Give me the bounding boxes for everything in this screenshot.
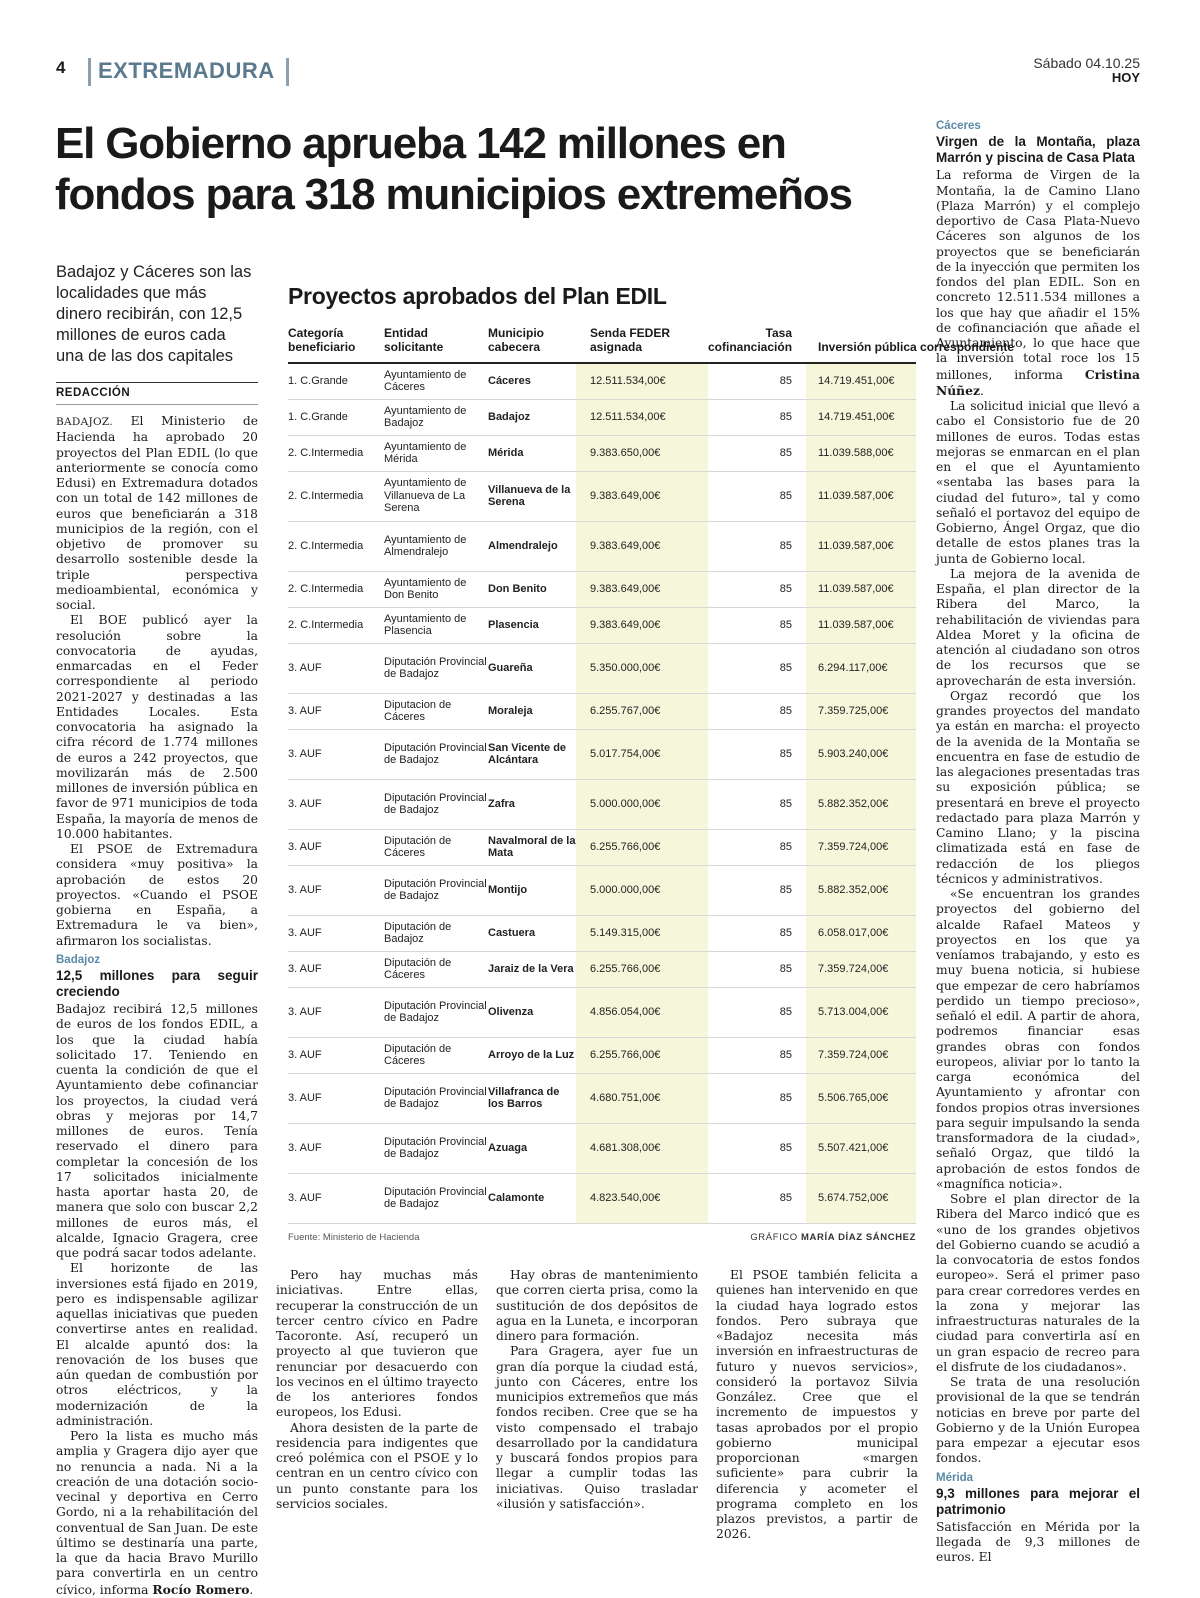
table-row: [288, 829, 916, 865]
feder-amount-cell: 6.255.766,00€: [576, 951, 708, 987]
municipality-cell: Montijo: [488, 865, 576, 915]
entity-cell: Diputación Provincial de Badajoz: [384, 1123, 488, 1173]
table-row: [288, 471, 916, 521]
punctuation: .: [249, 1582, 254, 1597]
column-header: Tasa cofinanciación: [708, 326, 793, 354]
feder-amount-cell: 5.017.754,00€: [576, 729, 708, 779]
municipality-cell: Badajoz: [488, 399, 576, 435]
public-investment-cell: 14.719.451,00€: [806, 363, 916, 399]
entity-cell: Ayuntamiento de Cáceres: [384, 363, 488, 399]
section-title: EXTREMADURA: [98, 58, 275, 83]
punctuation: .: [979, 383, 984, 398]
subheading: 9,3 millones para mejorar el patrimonio: [936, 1485, 1140, 1517]
table-row: [288, 363, 916, 399]
entity-cell: Ayuntamiento de Don Benito: [384, 571, 488, 607]
category-cell: 3. AUF: [288, 1037, 384, 1073]
paragraph: El PSOE también felicita a quienes han intervenido en que la ciudad haya logrado estos fondos. Pero subraya que «Badajoz necesita más inversión en infraestructuras de futuro y nuevos servicios», consideró la portavoz Silvia González. Cree que el incremento de impuestos y tasas aprobados por el propio gobierno municipal proporcionan «margen suficiente» para cubrir la diferencia y acometer el programa completo en los plazos previstos, a partir de 2026.: [716, 1268, 918, 1542]
article-column-right: [936, 119, 1140, 1566]
category-cell: 1. C.Grande: [288, 399, 384, 435]
entity-cell: Diputación Provincial de Badajoz: [384, 987, 488, 1037]
cofinancing-rate-cell: 85: [708, 1123, 806, 1173]
cofinancing-rate-cell: 85: [708, 693, 806, 729]
cofinancing-rate-cell: 85: [708, 471, 806, 521]
cofinancing-rate-cell: 85: [708, 1073, 806, 1123]
feder-amount-cell: 5.000.000,00€: [576, 779, 708, 829]
entity-cell: Ayuntamiento de Mérida: [384, 435, 488, 471]
paragraph: La solicitud inicial que llevó a cabo el Consistorio fue de 20 millones de euros. Todas estas mejoras se enmarcan en el plan en el que el Ayuntamiento «sentaba las bases para la ciudad del futuro», tal y como señaló el portavoz del equipo de Gobierno, Ángel Orgaz, que dio detalle de estos planes tras la junta de Gobierno local.: [936, 399, 1140, 566]
cofinancing-rate-cell: 85: [708, 1037, 806, 1073]
category-cell: 3. AUF: [288, 1173, 384, 1223]
paragraph: Pero la lista es mucho más amplia y Gragera dijo ayer que no renuncia a nada. Ni a la creación de una dotación socio-vecinal y deportiva en Cerro Gordo, ni a la rehabilitación del conventual de San Juan. De este último se destinaría una parte, la que da hacia Bravo Murillo para convertirla en un centro cívico, informa: [56, 1429, 258, 1597]
article-column-3: [496, 1268, 698, 1512]
public-investment-cell: 11.039.587,00€: [806, 471, 916, 521]
entity-cell: Ayuntamiento de Badajoz: [384, 399, 488, 435]
feder-amount-cell: 5.350.000,00€: [576, 643, 708, 693]
municipality-cell: Arroyo de la Luz: [488, 1037, 576, 1073]
category-cell: 2. C.Intermedia: [288, 471, 384, 521]
entity-cell: Diputacion de Cáceres: [384, 693, 488, 729]
table-row: [288, 987, 916, 1037]
kicker: Badajoz: [56, 953, 101, 966]
cofinancing-rate-cell: 85: [708, 865, 806, 915]
public-investment-cell: 11.039.587,00€: [806, 607, 916, 643]
municipality-cell: Zafra: [488, 779, 576, 829]
cofinancing-rate-cell: 85: [708, 987, 806, 1037]
divider: [56, 382, 258, 383]
kicker: Mérida: [936, 1471, 974, 1484]
table-row: [288, 435, 916, 471]
feder-amount-cell: 12.511.534,00€: [576, 399, 708, 435]
public-investment-cell: 5.882.352,00€: [806, 779, 916, 829]
municipality-cell: Moraleja: [488, 693, 576, 729]
feder-amount-cell: 6.255.767,00€: [576, 693, 708, 729]
municipality-cell: Jaraiz de la Vera: [488, 951, 576, 987]
table-row: [288, 607, 916, 643]
byline: REDACCIÓN: [56, 387, 131, 399]
category-cell: 2. C.Intermedia: [288, 435, 384, 471]
paragraph: «Se encuentran los grandes proyectos del gobierno del alcalde Rafael Mateos y proyectos en los que ya veníamos trabajando, y esto es muy buena noticia, si hubiese que empezar de cero habríamos perdido un tiempo precioso», señaló el edil. A partir de ahora, podremos financiar esas grandes obras con fondos europeos, aliviar por lo tanto la carga económica del Ayuntamiento y afrontar con fondos propios otras inversiones para seguir impulsando la senda transformadora de la ciudad», señaló Orgaz, que tildó la aprobación de estos fondos de «magnífica noticia».: [936, 887, 1140, 1191]
cofinancing-rate-cell: 85: [708, 521, 806, 571]
table-row: [288, 521, 916, 571]
paragraph: Badajoz recibirá 12,5 millones de euros de los fondos EDIL, a los que la ciudad había solicitado 17. Teniendo en cuenta la condición de que el Ayuntamiento debe cofinanciar los proyectos, la ciudad verá obras y mejoras por 14,7 millones de euros. Tenía reservado el dinero para completar la concesión de los 17 solicitados inicialmente hasta aportar hasta 20, de manera que solo con buscar 2,2 millones de euros más, el alcalde, Ignacio Gragera, cree que podrá sacar todos adelante.: [56, 1002, 258, 1260]
municipality-cell: Don Benito: [488, 571, 576, 607]
public-investment-cell: 7.359.724,00€: [806, 951, 916, 987]
author-credit: Cristina Núñez: [936, 366, 1140, 398]
cofinancing-rate-cell: 85: [708, 951, 806, 987]
table-row: [288, 915, 916, 951]
table-row: [288, 729, 916, 779]
graphic-credit: [750, 1232, 916, 1243]
category-cell: 3. AUF: [288, 915, 384, 951]
column-header: Entidad solicitante: [384, 326, 444, 354]
feder-amount-cell: 4.680.751,00€: [576, 1073, 708, 1123]
section-divider: [88, 58, 91, 86]
paragraph: El PSOE de Extremadura considera «muy positiva» la aprobación de estos 20 proyectos. «Cuando el PSOE gobierna en España, a Extremadura le va bien», afirmaron los socialistas.: [56, 842, 258, 948]
feder-amount-cell: 5.000.000,00€: [576, 865, 708, 915]
table-row: [288, 1073, 916, 1123]
table-row: [288, 779, 916, 829]
entity-cell: Diputación Provincial de Badajoz: [384, 865, 488, 915]
municipality-cell: Guareña: [488, 643, 576, 693]
paragraph: El BOE publicó ayer la resolución sobre la convocatoria de ayudas, enmarcadas en el Feder correspondiente al periodo 2021-2027 y destinadas a las Entidades Locales. Esta convocatoria ha asignado la cifra récord de 1.774 millones de euros a 242 proyectos, que movilizarán más de 2.500 millones de inversión pública en favor de 971 municipios de toda España, la mayoría de menos de 10.000 habitantes.: [56, 613, 258, 841]
municipality-cell: Villanueva de la Serena: [488, 471, 576, 521]
category-cell: 2. C.Intermedia: [288, 521, 384, 571]
column-header: Inversión pública correspondiente: [818, 340, 1015, 354]
author-credit: Rocío Romero: [152, 1581, 250, 1597]
paragraph: Hay obras de mantenimiento que corren cierta prisa, como la sustitución de dos depósitos de agua en la Luneta, e incorporan dinero para formación.: [496, 1268, 698, 1343]
category-cell: 2. C.Intermedia: [288, 571, 384, 607]
table-header-row: [288, 322, 916, 363]
category-cell: 3. AUF: [288, 865, 384, 915]
municipality-cell: Azuaga: [488, 1123, 576, 1173]
municipality-cell: Calamonte: [488, 1173, 576, 1223]
credit-name: MARÍA DÍAZ SÁNCHEZ: [801, 1232, 916, 1243]
category-cell: 3. AUF: [288, 951, 384, 987]
column-header: Senda FEDER asignada: [590, 326, 671, 354]
table-row: [288, 865, 916, 915]
cofinancing-rate-cell: 85: [708, 571, 806, 607]
cofinancing-rate-cell: 85: [708, 435, 806, 471]
table-row: [288, 1123, 916, 1173]
municipality-cell: Almendralejo: [488, 521, 576, 571]
municipality-cell: Mérida: [488, 435, 576, 471]
feder-amount-cell: 12.511.534,00€: [576, 363, 708, 399]
entity-cell: Diputación Provincial de Badajoz: [384, 643, 488, 693]
cofinancing-rate-cell: 85: [708, 915, 806, 951]
feder-amount-cell: 4.823.540,00€: [576, 1173, 708, 1223]
municipality-cell: Olivenza: [488, 987, 576, 1037]
public-investment-cell: 5.882.352,00€: [806, 865, 916, 915]
table-row: [288, 643, 916, 693]
section-divider: [286, 58, 289, 86]
category-cell: 3. AUF: [288, 1073, 384, 1123]
category-cell: 3. AUF: [288, 1123, 384, 1173]
category-cell: 3. AUF: [288, 987, 384, 1037]
entity-cell: Diputación Provincial de Badajoz: [384, 729, 488, 779]
public-investment-cell: 11.039.587,00€: [806, 521, 916, 571]
municipality-cell: Navalmoral de la Mata: [488, 829, 576, 865]
public-investment-cell: 5.903.240,00€: [806, 729, 916, 779]
municipality-cell: Villafranca de los Barros: [488, 1073, 576, 1123]
feder-amount-cell: 9.383.649,00€: [576, 607, 708, 643]
entity-cell: Diputación de Cáceres: [384, 951, 488, 987]
paragraph: Se trata de una resolución provisional de la que se tendrán noticias en breve por parte del Gobierno y de la Unión Europea para empezar a ejecutar esos fondos.: [936, 1375, 1140, 1466]
category-cell: 2. C.Intermedia: [288, 607, 384, 643]
public-investment-cell: 7.359.725,00€: [806, 693, 916, 729]
feder-amount-cell: 9.383.649,00€: [576, 571, 708, 607]
article-column-4: [716, 1268, 918, 1543]
table-title: Proyectos aprobados del Plan EDIL: [288, 283, 667, 309]
public-investment-cell: 11.039.588,00€: [806, 435, 916, 471]
public-investment-cell: 11.039.587,00€: [806, 571, 916, 607]
category-cell: 3. AUF: [288, 693, 384, 729]
entity-cell: Diputación de Cáceres: [384, 1037, 488, 1073]
public-investment-cell: 5.713.004,00€: [806, 987, 916, 1037]
feder-amount-cell: 9.383.649,00€: [576, 521, 708, 571]
dateline: BADAJOZ.: [56, 416, 113, 428]
subheading: Virgen de la Montaña, plaza Marrón y piscina de Casa Plata: [936, 134, 1140, 166]
page-number: 4: [56, 58, 66, 77]
paragraph: El Ministerio de Hacienda ha aprobado 20 proyectos del Plan EDIL (lo que anteriormente se conocía como Edusi) en Extremadura dotados con un total de 142 millones de euros que beneficiarán a 318 municipios de la región, con el objetivo de promover su desarrollo sostenible desde la triple perspectiva medioambiental, económica y social.: [56, 414, 258, 612]
paragraph: La mejora de la avenida de España, el plan director de la Ribera del Marco, la rehabilitación de viviendas para Aldea Moret y la oficina de atención al ciudadano son otros de los recursos que se aprovecharán de esta inversión.: [936, 566, 1140, 688]
paragraph: Orgaz recordó que los grandes proyectos del mandato ya están en marcha: el proyecto de la avenida de la Montaña se encuentra en fase de estudio de las alegaciones presentadas tras su exposición pública; se presentará en breve el proyecto redactado para plaza Marrón y Camino Llano; y la piscina climatizada está en fase de redacción de los pliegos técnicos y administrativos.: [936, 688, 1140, 886]
public-investment-cell: 5.506.765,00€: [806, 1073, 916, 1123]
municipality-cell: Cáceres: [488, 363, 576, 399]
newspaper-name: HOY: [1111, 70, 1140, 85]
municipality-cell: San Vicente de Alcántara: [488, 729, 576, 779]
category-cell: 3. AUF: [288, 643, 384, 693]
article-column-1: [56, 414, 258, 1598]
entity-cell: Ayuntamiento de Plasencia: [384, 607, 488, 643]
lead-summary: Badajoz y Cáceres son las localidades que más dinero recibirán, con 12,5 millones de euros cada una de las dos capitales: [56, 263, 252, 365]
category-cell: 1. C.Grande: [288, 363, 384, 399]
cofinancing-rate-cell: 85: [708, 399, 806, 435]
municipality-cell: Castuera: [488, 915, 576, 951]
table-row: [288, 693, 916, 729]
table-row: [288, 1173, 916, 1223]
column-header: Municipio cabecera: [488, 326, 544, 354]
public-investment-cell: 5.674.752,00€: [806, 1173, 916, 1223]
public-investment-cell: 6.058.017,00€: [806, 915, 916, 951]
feder-amount-cell: 9.383.650,00€: [576, 435, 708, 471]
subheading: 12,5 millones para seguir creciendo: [56, 968, 258, 999]
feder-amount-cell: 6.255.766,00€: [576, 829, 708, 865]
column-header: Categoría beneficiario: [288, 326, 356, 354]
public-investment-cell: 7.359.724,00€: [806, 829, 916, 865]
cofinancing-rate-cell: 85: [708, 643, 806, 693]
paragraph: Pero hay muchas más iniciativas. Entre ellas, recuperar la construcción de un tercer centro cívico en Padre Tacoronte. Así, recuperó un proyecto al que tuvieron que renunciar por desacuerdo con los vecinos en el último trayecto de los anteriores fondos europeos, los Edusi.: [276, 1268, 478, 1420]
table-row: [288, 1037, 916, 1073]
cofinancing-rate-cell: 85: [708, 1173, 806, 1223]
feder-amount-cell: 9.383.649,00€: [576, 471, 708, 521]
headline: El Gobierno aprueba 142 millones en fondos para 318 municipios extremeños: [55, 119, 852, 219]
entity-cell: Diputación de Cáceres: [384, 829, 488, 865]
table-source: Fuente: Ministerio de Hacienda: [288, 1232, 420, 1243]
feder-amount-cell: 6.255.766,00€: [576, 1037, 708, 1073]
paragraph: Sobre el plan director de la Ribera del Marco indicó que es «uno de los grandes objetivos del Gobierno cuando se acudió a la convocatoria de estos fondos europeo». Será el primer paso para crear corredores verdes en la zona y mejorar las infraestructuras naturales de la ciudad para convertirla así en un gran espacio de recreo para el disfrute de los ciudadanos».: [936, 1192, 1140, 1374]
entity-cell: Ayuntamiento de Villanueva de La Serena: [384, 471, 488, 521]
paragraph: Ahora desisten de la parte de residencia para indigentes que creó polémica con el PSOE y lo centran en un centro cívico con un punto constante para los servicios sociales.: [276, 1420, 478, 1511]
cofinancing-rate-cell: 85: [708, 607, 806, 643]
feder-amount-cell: 4.681.308,00€: [576, 1123, 708, 1173]
entity-cell: Diputación Provincial de Badajoz: [384, 1073, 488, 1123]
municipality-cell: Plasencia: [488, 607, 576, 643]
projects-table: [288, 322, 1015, 1224]
cofinancing-rate-cell: 85: [708, 363, 806, 399]
paragraph: El horizonte de las inversiones está fijado en 2019, pero es indispensable agilizar aquellas iniciativas que pueden convertirse antes en realidad. El alcalde apuntó dos: la renovación de los buses que aún quedan de combustión por otros eléctricos, y la modernización de la administración.: [56, 1261, 258, 1428]
cofinancing-rate-cell: 85: [708, 729, 806, 779]
table-row: [288, 571, 916, 607]
cofinancing-rate-cell: 85: [708, 779, 806, 829]
entity-cell: Diputación Provincial de Badajoz: [384, 779, 488, 829]
entity-cell: Diputación de Badajoz: [384, 915, 488, 951]
feder-amount-cell: 5.149.315,00€: [576, 915, 708, 951]
divider: [56, 404, 258, 405]
public-investment-cell: 7.359.724,00€: [806, 1037, 916, 1073]
public-investment-cell: 14.719.451,00€: [806, 399, 916, 435]
table-row: [288, 951, 916, 987]
entity-cell: Diputación Provincial de Badajoz: [384, 1173, 488, 1223]
paragraph: Satisfacción en Mérida por la llegada de 9,3 millones de euros. El: [936, 1519, 1140, 1565]
category-cell: 3. AUF: [288, 829, 384, 865]
category-cell: 3. AUF: [288, 729, 384, 779]
credit-label: GRÁFICO: [750, 1232, 798, 1243]
paragraph: La reforma de Virgen de la Montaña, la de Camino Llano (Plaza Marrón) y el complejo deportivo de Casa Plata-Nuevo Cáceres son algunos de los proyectos que se beneficiarán de la inyección que permiten los fondos del plan EDIL. Son en concreto 12.511.534 millones a los que hay que añadir el 15% de cofinanciación que añade el Ayuntamiento, lo que hace que la inversión total roce los 15 millones, informa: [936, 168, 1140, 382]
issue-date: Sábado 04.10.25: [1033, 55, 1140, 71]
article-column-2: [276, 1268, 478, 1512]
cofinancing-rate-cell: 85: [708, 829, 806, 865]
public-investment-cell: 6.294.117,00€: [806, 643, 916, 693]
entity-cell: Ayuntamiento de Almendralejo: [384, 521, 488, 571]
paragraph: Para Gragera, ayer fue un gran día porque la ciudad está, junto con Cáceres, entre los municipios extremeños que más fondos reciben. Cree que se ha visto compensado el trabajo desarrollado por la candidatura y buscará fondos propios para llegar a cumplir todas las iniciativas. Quiso trasladar «ilusión y satisfacción».: [496, 1344, 698, 1511]
feder-amount-cell: 4.856.054,00€: [576, 987, 708, 1037]
kicker: Cáceres: [936, 120, 981, 132]
category-cell: 3. AUF: [288, 779, 384, 829]
table-row: [288, 399, 916, 435]
public-investment-cell: 5.507.421,00€: [806, 1123, 916, 1173]
